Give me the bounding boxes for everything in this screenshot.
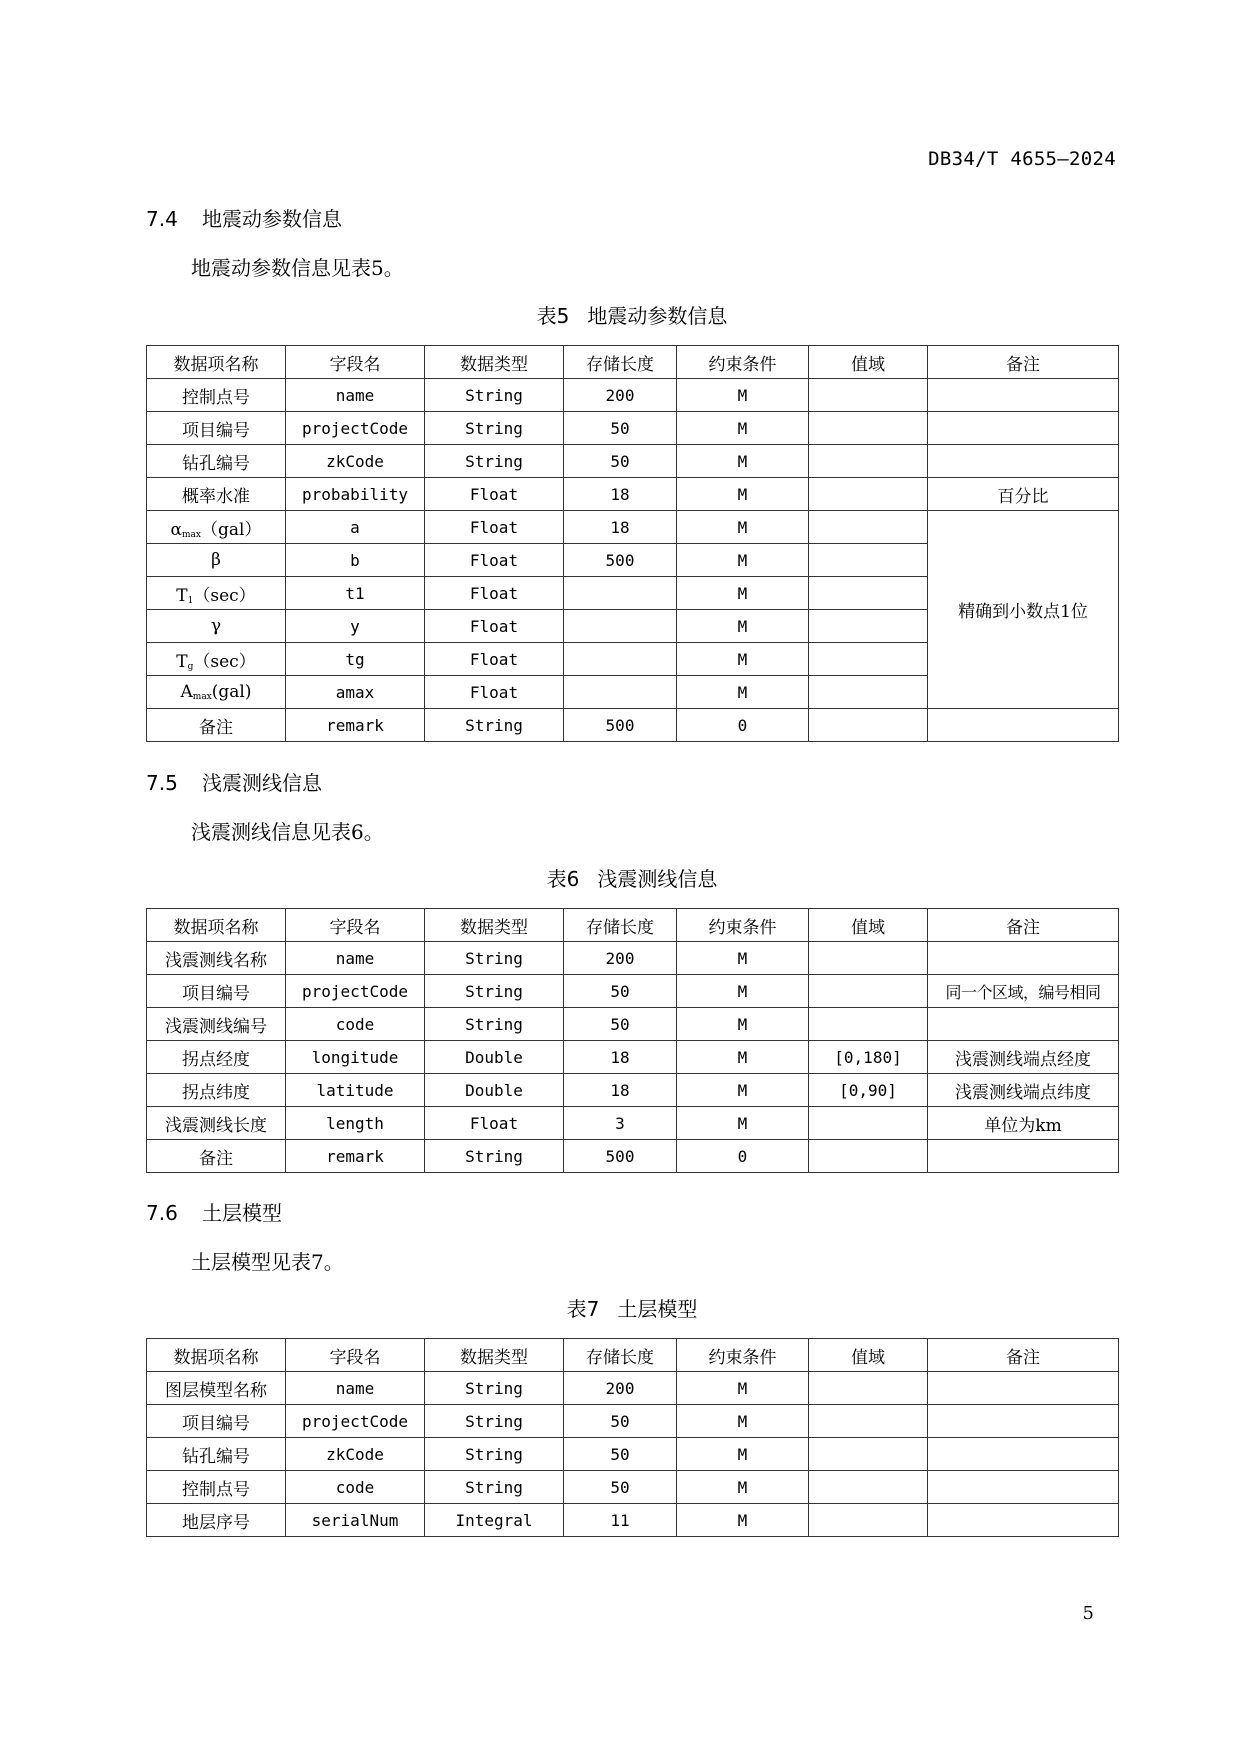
table-cell (809, 544, 928, 577)
paragraph-7-5: 浅震测线信息见表6。 (191, 820, 384, 844)
table-cell: 备注 (147, 709, 286, 742)
symbol-subscript: max (192, 692, 212, 702)
symbol-subscript: 1 (187, 595, 194, 606)
document-code: DB34/T 4655—2024 (928, 148, 1116, 170)
table-cell: 200 (564, 942, 677, 975)
table5-caption-number: 表5 (536, 304, 570, 328)
column-header: 值域 (809, 1339, 928, 1372)
table6-caption-title: 浅震测线信息 (597, 867, 718, 891)
table-cell: M (677, 1074, 809, 1107)
table-cell: γ (147, 610, 286, 643)
page-number: 5 (1082, 1603, 1094, 1624)
table-cell: name (286, 942, 425, 975)
table-cell: a (286, 511, 425, 544)
table-cell: M (677, 1008, 809, 1041)
column-header: 存储长度 (564, 1339, 677, 1372)
table-cell: 项目编号 (147, 1405, 286, 1438)
table-cell: String (425, 412, 564, 445)
column-header: 存储长度 (564, 909, 677, 942)
table-cell: M (677, 544, 809, 577)
table7-caption-number: 表7 (566, 1297, 600, 1321)
table-cell: String (425, 709, 564, 742)
table-cell: 18 (564, 1074, 677, 1107)
table-cell (928, 1372, 1119, 1405)
table-cell: remark (286, 1140, 425, 1173)
symbol: T (176, 585, 188, 606)
column-header: 数据类型 (425, 909, 564, 942)
column-header: 数据类型 (425, 346, 564, 379)
table-cell (809, 1405, 928, 1438)
table-row (147, 1372, 1119, 1405)
table-cell: tg (286, 643, 425, 676)
symbol-unit: （sec） (193, 651, 256, 672)
table-cell: String (425, 379, 564, 412)
table-cell-amax (147, 676, 286, 709)
column-header: 备注 (928, 909, 1119, 942)
table-cell: 11 (564, 1504, 677, 1537)
table-cell: 0 (677, 709, 809, 742)
table-cell: M (677, 643, 809, 676)
table-row (147, 1140, 1119, 1173)
table-cell: 备注 (147, 1140, 286, 1173)
table-cell (809, 676, 928, 709)
symbol: α (170, 519, 183, 540)
table-cell: 500 (564, 709, 677, 742)
table-cell (928, 1471, 1119, 1504)
table-cell: M (677, 511, 809, 544)
section-heading-7-5 (146, 767, 322, 796)
table7-caption-title: 土层模型 (617, 1297, 698, 1321)
table-cell: length (286, 1107, 425, 1140)
table-cell: M (677, 1504, 809, 1537)
table-row (147, 1471, 1119, 1504)
table-cell: String (425, 1438, 564, 1471)
symbol-unit: （gal） (201, 519, 262, 540)
table-cell (928, 1405, 1119, 1438)
table-cell: [0,180] (809, 1041, 928, 1074)
table-row (147, 445, 1119, 478)
table-cell: 百分比 (928, 478, 1119, 511)
table-cell: Float (425, 610, 564, 643)
table-cell: 200 (564, 1372, 677, 1405)
table-header-row (147, 346, 1119, 379)
table-cell (809, 1471, 928, 1504)
table-cell: 0 (677, 1140, 809, 1173)
table-cell (928, 1438, 1119, 1471)
section-number: 7.5 (146, 771, 178, 795)
section-title: 土层模型 (202, 1201, 282, 1225)
table-cell: zkCode (286, 445, 425, 478)
table-cell: β (147, 544, 286, 577)
table-cell: probability (286, 478, 425, 511)
table-cell: 图层模型名称 (147, 1372, 286, 1405)
table-cell (928, 709, 1119, 742)
table-cell: Float (425, 676, 564, 709)
table-cell (928, 445, 1119, 478)
table-cell: 控制点号 (147, 379, 286, 412)
table-cell (928, 379, 1119, 412)
table-cell: M (677, 1405, 809, 1438)
table-header-row (147, 1339, 1119, 1372)
table-cell: projectCode (286, 1405, 425, 1438)
table-cell: M (677, 975, 809, 1008)
table-cell: 浅震测线名称 (147, 942, 286, 975)
table-row (147, 1041, 1119, 1074)
table6 (146, 908, 1119, 1173)
table-cell-merged-note: 精确到小数点1位 (928, 511, 1119, 709)
table6-caption (146, 863, 1118, 892)
table-cell: 50 (564, 412, 677, 445)
table-cell-alpha-max (147, 511, 286, 544)
table-row (147, 975, 1119, 1008)
table-cell: 浅震测线编号 (147, 1008, 286, 1041)
table-row (147, 379, 1119, 412)
table-cell (809, 577, 928, 610)
table-cell (809, 1008, 928, 1041)
table-cell: latitude (286, 1074, 425, 1107)
table-cell: M (677, 379, 809, 412)
table-cell (809, 511, 928, 544)
paragraph-7-6: 土层模型见表7。 (191, 1250, 344, 1274)
column-header: 存储长度 (564, 346, 677, 379)
table5-caption (146, 300, 1118, 329)
table-cell: t1 (286, 577, 425, 610)
table-cell: 50 (564, 1471, 677, 1504)
column-header: 数据类型 (425, 1339, 564, 1372)
table-cell: String (425, 975, 564, 1008)
table-row (147, 942, 1119, 975)
table-cell: Double (425, 1074, 564, 1107)
table-cell: 18 (564, 1041, 677, 1074)
table-cell: 200 (564, 379, 677, 412)
table-header-row (147, 909, 1119, 942)
table-cell: 浅震测线长度 (147, 1107, 286, 1140)
table-cell: Float (425, 577, 564, 610)
table-cell: 钻孔编号 (147, 445, 286, 478)
section-heading-7-6 (146, 1197, 282, 1226)
table-cell: 钻孔编号 (147, 1438, 286, 1471)
table-row (147, 412, 1119, 445)
table-cell (564, 643, 677, 676)
table-cell: projectCode (286, 412, 425, 445)
table5-caption-title: 地震动参数信息 (587, 304, 728, 328)
table-row (147, 1074, 1119, 1107)
table-cell: M (677, 1372, 809, 1405)
table-cell (809, 445, 928, 478)
table7 (146, 1338, 1119, 1537)
table-cell (928, 1008, 1119, 1041)
symbol: A (180, 682, 193, 702)
table-cell (809, 478, 928, 511)
table-cell: 500 (564, 1140, 677, 1173)
column-header: 备注 (928, 346, 1119, 379)
table-cell: M (677, 1471, 809, 1504)
table-cell (809, 643, 928, 676)
table-cell: Double (425, 1041, 564, 1074)
table6-caption-number: 表6 (546, 867, 580, 891)
column-header: 值域 (809, 346, 928, 379)
column-header: 约束条件 (677, 346, 809, 379)
table-cell-tg (147, 643, 286, 676)
table-cell (809, 610, 928, 643)
symbol-subscript: g (187, 661, 194, 672)
column-header: 字段名 (286, 346, 425, 379)
table-cell: 50 (564, 1008, 677, 1041)
table-cell (809, 1372, 928, 1405)
table-cell: 拐点经度 (147, 1041, 286, 1074)
symbol-unit: （sec） (193, 585, 256, 606)
table-cell (809, 1504, 928, 1537)
paragraph-7-4: 地震动参数信息见表5。 (191, 256, 404, 280)
table-cell: String (425, 1372, 564, 1405)
table-cell: M (677, 412, 809, 445)
table-cell: M (677, 1107, 809, 1140)
table-row (147, 1405, 1119, 1438)
section-heading-7-4 (146, 203, 342, 232)
column-header: 字段名 (286, 1339, 425, 1372)
table-cell (809, 1107, 928, 1140)
table-cell: Float (425, 643, 564, 676)
table-cell: 浅震测线端点经度 (928, 1041, 1119, 1074)
section-number: 7.4 (146, 207, 178, 231)
table-cell: String (425, 1405, 564, 1438)
table-row (147, 511, 1119, 544)
table-cell: 单位为km (928, 1107, 1119, 1140)
table-cell (928, 1140, 1119, 1173)
table-cell: 浅震测线端点纬度 (928, 1074, 1119, 1107)
table-cell: 18 (564, 478, 677, 511)
table-cell: 3 (564, 1107, 677, 1140)
symbol-subscript: max (182, 529, 201, 540)
table-cell: 50 (564, 975, 677, 1008)
table-cell: M (677, 445, 809, 478)
table-cell (564, 577, 677, 610)
table7-caption (146, 1293, 1118, 1322)
table-cell: 项目编号 (147, 975, 286, 1008)
table-cell: M (677, 676, 809, 709)
table-cell: Integral (425, 1504, 564, 1537)
column-header: 数据项名称 (147, 909, 286, 942)
column-header: 备注 (928, 1339, 1119, 1372)
table-cell: y (286, 610, 425, 643)
table-row (147, 478, 1119, 511)
table-cell: projectCode (286, 975, 425, 1008)
table-cell: 地层序号 (147, 1504, 286, 1537)
table-row (147, 1107, 1119, 1140)
table-cell: code (286, 1008, 425, 1041)
section-title: 浅震测线信息 (202, 771, 322, 795)
section-title: 地震动参数信息 (202, 207, 342, 231)
table-cell: Float (425, 544, 564, 577)
table-cell (564, 676, 677, 709)
table-cell: 50 (564, 445, 677, 478)
table-row (147, 1438, 1119, 1471)
table-cell (564, 610, 677, 643)
table-cell: name (286, 1372, 425, 1405)
table-cell: String (425, 942, 564, 975)
table-cell: 50 (564, 1438, 677, 1471)
table-cell: M (677, 942, 809, 975)
table-cell: amax (286, 676, 425, 709)
table-cell (928, 942, 1119, 975)
table-row (147, 1504, 1119, 1537)
table-cell (809, 709, 928, 742)
table-cell (809, 1438, 928, 1471)
table-cell (809, 975, 928, 1008)
table-cell: Float (425, 511, 564, 544)
column-header: 数据项名称 (147, 346, 286, 379)
table-cell: Float (425, 478, 564, 511)
table-cell: [0,90] (809, 1074, 928, 1107)
table-cell: 50 (564, 1405, 677, 1438)
table-cell: code (286, 1471, 425, 1504)
table-row (147, 1008, 1119, 1041)
table-cell: String (425, 1140, 564, 1173)
table-row (147, 709, 1119, 742)
table-cell: 同一个区域，编号相同 (928, 975, 1119, 1008)
table-cell: String (425, 445, 564, 478)
table-cell: M (677, 577, 809, 610)
table-cell: M (677, 610, 809, 643)
table-cell: b (286, 544, 425, 577)
table-cell (928, 412, 1119, 445)
table-cell: 500 (564, 544, 677, 577)
table-cell: 控制点号 (147, 1471, 286, 1504)
table-cell (809, 379, 928, 412)
table5 (146, 345, 1119, 742)
table-cell: remark (286, 709, 425, 742)
symbol: T (176, 651, 188, 672)
table-cell: Float (425, 1107, 564, 1140)
table-cell (928, 1504, 1119, 1537)
column-header: 约束条件 (677, 909, 809, 942)
table-cell (809, 412, 928, 445)
table-cell: M (677, 478, 809, 511)
table-cell (809, 942, 928, 975)
table-cell: String (425, 1008, 564, 1041)
section-number: 7.6 (146, 1201, 178, 1225)
table-cell (809, 1140, 928, 1173)
column-header: 字段名 (286, 909, 425, 942)
table-cell: String (425, 1471, 564, 1504)
table-cell: zkCode (286, 1438, 425, 1471)
table-cell: 项目编号 (147, 412, 286, 445)
column-header: 值域 (809, 909, 928, 942)
table-cell: 18 (564, 511, 677, 544)
table-cell: 概率水准 (147, 478, 286, 511)
table-cell: M (677, 1438, 809, 1471)
table-cell: serialNum (286, 1504, 425, 1537)
table-cell: name (286, 379, 425, 412)
table-cell: M (677, 1041, 809, 1074)
table-cell: longitude (286, 1041, 425, 1074)
table-cell: 拐点纬度 (147, 1074, 286, 1107)
symbol-unit: (gal) (211, 682, 252, 702)
table-cell-t1 (147, 577, 286, 610)
column-header: 数据项名称 (147, 1339, 286, 1372)
column-header: 约束条件 (677, 1339, 809, 1372)
